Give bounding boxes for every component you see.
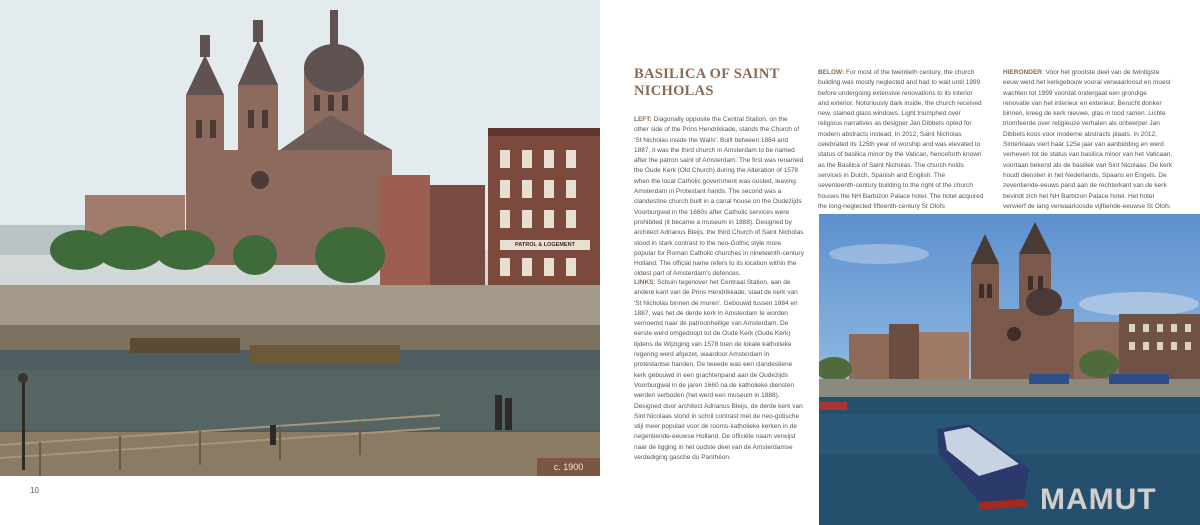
shop-sign: PATROL & LOGEMENT [515, 242, 575, 248]
photo-year-tag: c. 1900 [537, 458, 600, 476]
modern-photo-illustration [819, 214, 1200, 525]
links-label: LINKS [634, 279, 654, 286]
watermark-logo: MAMUT [1040, 483, 1157, 516]
historic-church-photo [0, 0, 600, 476]
below-label: BELOW: [818, 69, 845, 76]
historic-photo-illustration [0, 0, 600, 476]
left-caption-text: Diagonally opposite the Central Station, on the other side of the Prins Hendrikkade, stands the Church of 'St Nicholas inside the Walls'. Built between 1884 and 1887, it was the third church in Amsterdam to be named after the patron saint of Amsterdam. The first was renamed the Oude Kerk (Old Church) during the Alteration of 1578 when the local Catholic government was ousted, leaving Amsterdam in Protestant hands. The second was a clandestine church built in a canal house on the Oudezijds Voorburgwal in the 1660s after Catholic services were prohibited (it became a museum in 1888). Designed by architect Adrianus Bleijs, the third Church of Saint Nicholas stood in stark contrast to the neo-Gothic style more popular for Roman Catholic churches in nineteenth-century Holland. The official name refers to its location within the oldest part of Amsterdam's defences. [634, 116, 804, 278]
left-label: LEFT: [634, 116, 652, 123]
modern-church-photo [819, 214, 1200, 525]
links-caption-text: : Schuin tegenover het Centraal Station, aan de andere kant van de Prins Hendrikkade, staat de kerk van 'St Nicholas binnen de muren'. Gebouwd tussen 1884 en 1887, was het de derde kerk in Amsterdam te worden vernoemd naar de patroonheilige van Amsterdam. De eerste werd omgedoopt tot de Oude Kerk (Oude Kerk) tijdens de Wijziging van 1578 toen de lokale katholieke regering werd afgezet, waardoor Amsterdam in protestantse handen. De tweede was een clandestiene kerk gebouwd in een grachtenpand aan de Oudezijds Voorburgwal in de jaren 1660 na de katholieke diensten werden verboden (het werd een museum in 1888). Designed door architect Adrianus Bleijs, de derde kerk van Sint Nicolaas stond in schril contrast met de neo-gotische stijl meer populair voor de rooms-katholieke kerken in de negentiende-eeuwse Holland. De officiële naam verwijst naar de ligging in het oudste deel van de Amsterdamse verdediging gasche du Panthéon. [634, 279, 803, 462]
left-caption-dutch [634, 278, 804, 463]
hieronder-label: HIERONDER [1003, 69, 1043, 76]
page-number: 10 [30, 486, 39, 495]
below-caption-text: For most of the twentieth century, the church building was mostly neglected and had to wait until 1999 before undergoing extensive renovations to its interior and exterior. Notoriously dark inside, the church received new, stained glass windows. Light triumphed over religious narratives as designer Jan Dibbets opted for modern abstracts instead. In 2012, Saint Nicholas celebrated its 125th year of worship and was elevated to status of basilica minor by the Vatican, henceforth known as the Basilica of Saint Nicholas. The church holds services in Dutch, Spanish and English. The seventeenth-century building to the right of the church houses the NH Barbizon Palace hotel. The hotel acquired the long-neglected fifteenth-century St Olofs [818, 69, 984, 210]
hieronder-caption-text: : Voor het grootste deel van de twintigste eeuw werd het kerkgebouw vooral verwaarloosd en moest wachten tot 1999 voordat ondergaat een grondige renovatie van het interieur en exterieur. Berucht donker binnen, kreeg de kerk nieuwe, glas in lood ramen. Lichte triomfeerde over religieuze verhalen als ontwerper Jan Dibbets koos voor moderne abstracts plaats. In 2012, Sinterklaas viert haar 125e jaar van aanbidding en werd verheven tot de status van basilica minor van het Vaticaan, voortaan bekend als de basiliek van Sint Nicolaas. De kerk houdt diensten in het Nederlands, Spaans en Engels. De zeventiende-eeuws pand aan de rechterkant van de kerk bevindt zich het NH Barbizon Palace hotel. Het hotel verwierf de lang verwaarloosde vijftiende-eeuwse St Olofs [1003, 69, 1173, 210]
below-caption-dutch [1003, 68, 1175, 212]
below-caption-english [818, 68, 984, 212]
left-caption-english [634, 115, 804, 280]
article-title: BASILICA OF SAINT NICHOLAS [634, 66, 780, 99]
